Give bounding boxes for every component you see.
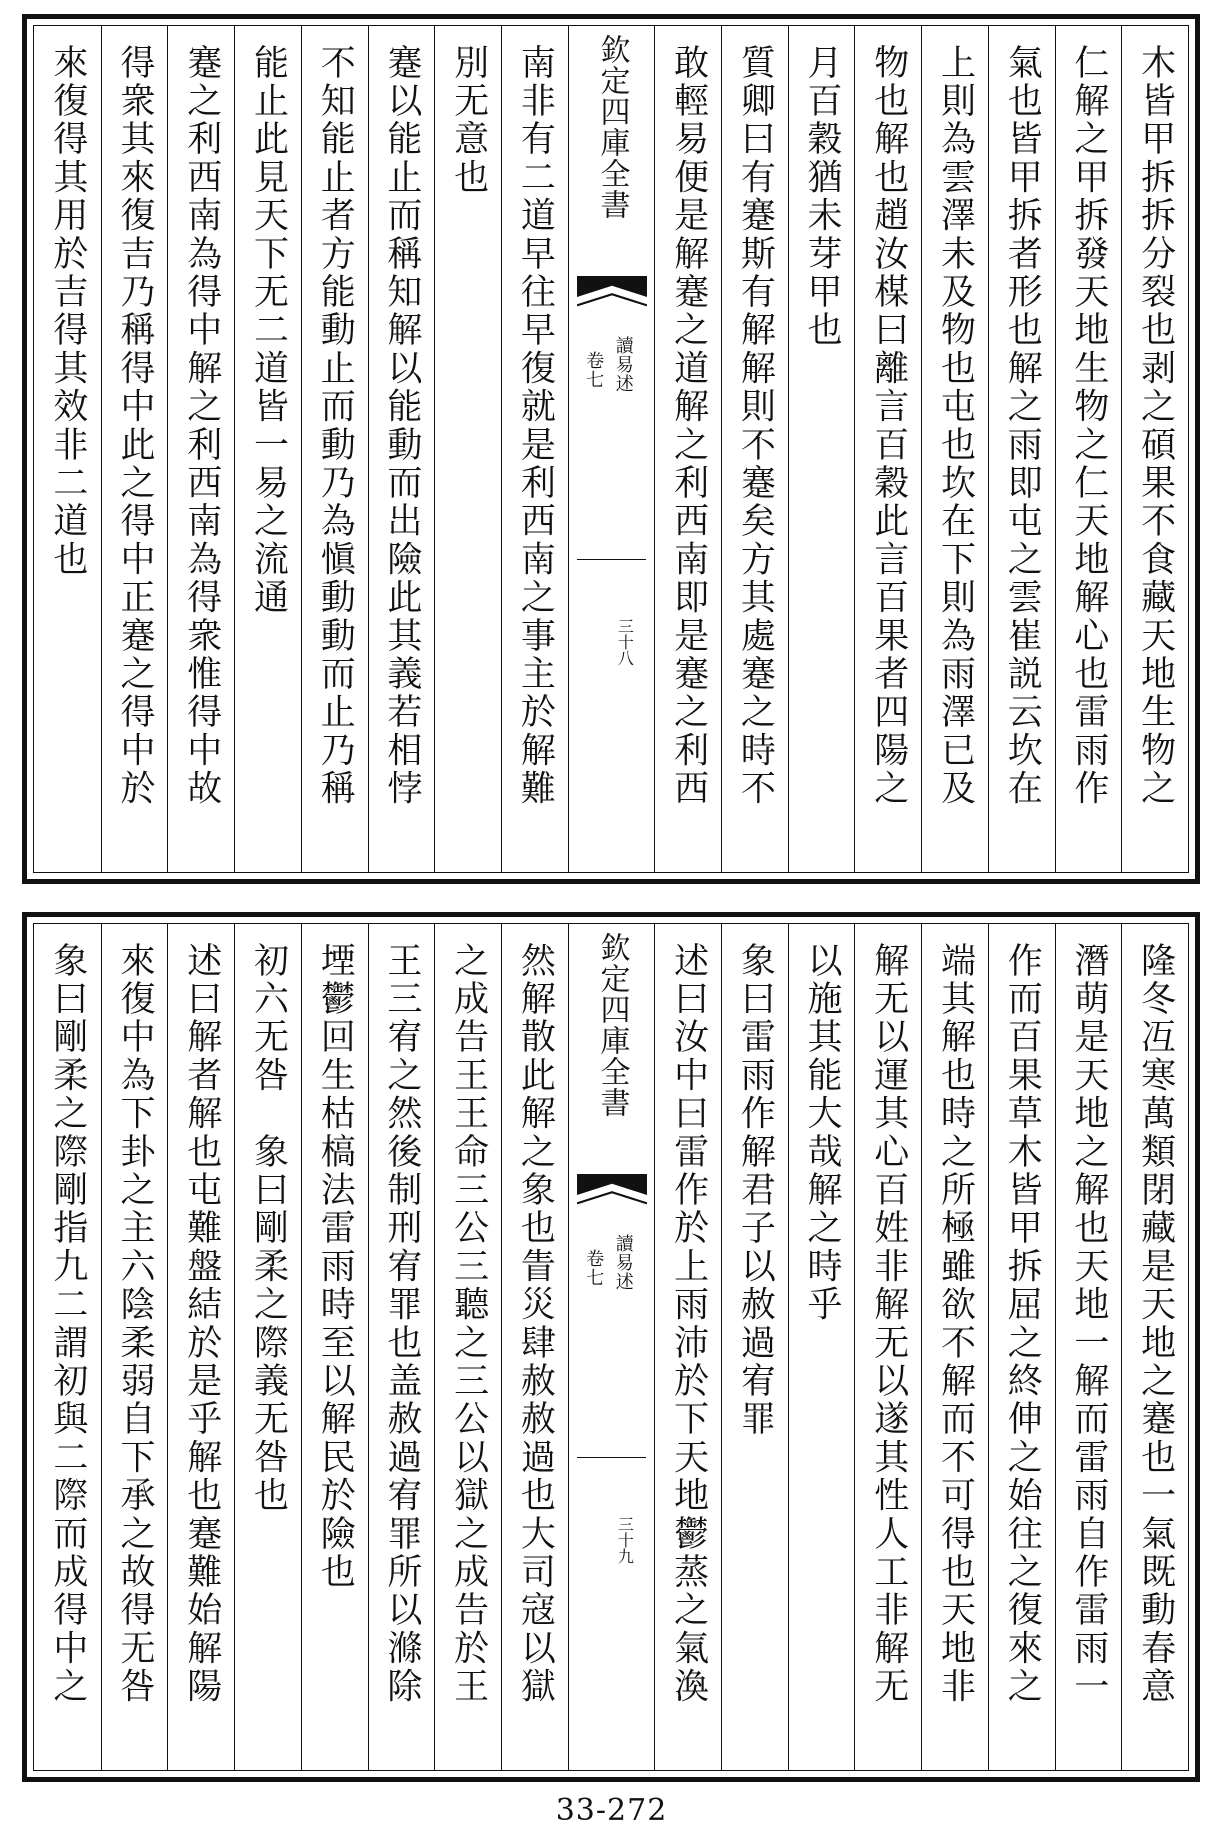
text-line: 月百穀猶未芽甲也 — [802, 44, 843, 350]
center-column — [568, 924, 655, 1770]
text-column — [234, 26, 301, 872]
text-line: 象曰剛柔之際剛指九二謂初與二際而成得中之 — [47, 942, 88, 1706]
text-column — [1055, 924, 1122, 1770]
text-line: 來復得其用於吉得其效非二道也 — [47, 44, 88, 579]
text-column — [854, 924, 921, 1770]
text-column — [788, 26, 855, 872]
text-line: 解无以運其心百姓非解无以遂其性人工非解无 — [868, 942, 909, 1706]
text-line: 端其解也時之所極雖欲不解而不可得也天地非 — [935, 942, 976, 1706]
text-line: 能止此見天下无二道皆一易之流通 — [248, 44, 289, 617]
text-line: 不知能止者方能動止而動乃為愼動動而止乃稱 — [315, 44, 356, 808]
text-column — [167, 924, 234, 1770]
divider — [577, 559, 645, 560]
text-column — [368, 924, 435, 1770]
text-line: 得衆其來復吉乃稱得中此之得中正蹇之得中於 — [115, 44, 156, 808]
text-column — [988, 924, 1055, 1770]
text-column — [1055, 26, 1122, 872]
text-line: 上則為雲澤未及物也屯也坎在下則為雨澤已及 — [935, 44, 976, 808]
folio-number: 三十八 — [615, 618, 635, 667]
text-column — [988, 26, 1055, 872]
text-line: 然解散此解之象也眚災肆赦赦過也大司寇以獄 — [515, 942, 556, 1706]
header-title: 欽定四庫全書 — [594, 34, 630, 220]
text-line: 潛萌是天地之解也天地一解而雷雨自作雷雨一 — [1068, 942, 1109, 1706]
text-line: 仁解之甲拆發天地生物之仁天地解心也雷雨作 — [1068, 44, 1109, 808]
text-line: 初六无咎 象曰剛柔之際義无咎也 — [248, 942, 289, 1515]
book-title: 讀易述 — [612, 336, 634, 393]
text-column — [854, 26, 921, 872]
text-line: 王三宥之然後制刑宥罪也盖赦過宥罪所以滌除 — [381, 942, 422, 1706]
text-column — [921, 924, 988, 1770]
fishtail-ornament-icon — [577, 276, 647, 318]
header-title: 欽定四庫全書 — [594, 932, 630, 1118]
text-column — [34, 924, 101, 1770]
text-line: 隆冬冱寒萬類閉藏是天地之蹇也一氣既動春意 — [1135, 942, 1176, 1706]
folio-number: 三十九 — [615, 1516, 635, 1565]
text-column — [721, 26, 788, 872]
text-line: 蹇之利西南為得中解之利西南為得衆惟得中故 — [181, 44, 222, 808]
text-column — [101, 924, 168, 1770]
book-title: 讀易述 — [612, 1234, 634, 1291]
text-column — [501, 26, 568, 872]
text-column — [301, 924, 368, 1770]
text-line: 南非有二道早往早復就是利西南之事主於解難 — [515, 44, 556, 808]
text-line: 敢輕易便是解蹇之道解之利西南即是蹇之利西 — [668, 44, 709, 808]
text-line: 物也解也趙汝楳曰離言百穀此言百果者四陽之 — [868, 44, 909, 808]
text-column — [501, 924, 568, 1770]
text-line: 堙鬱回生枯槁法雷雨時至以解民於險也 — [315, 942, 356, 1592]
text-line: 述曰汝中曰雷作於上雨沛於下天地鬱蒸之氣渙 — [668, 942, 709, 1706]
volume-label: 卷七 — [583, 351, 605, 389]
text-column — [788, 924, 855, 1770]
text-line: 之成告王王命三公三聽之三公以獄之成告於王 — [448, 942, 489, 1706]
text-column — [301, 26, 368, 872]
volume-label: 卷七 — [583, 1249, 605, 1287]
center-column — [568, 26, 655, 872]
text-column — [1121, 924, 1188, 1770]
text-column — [654, 924, 721, 1770]
text-line: 作而百果草木皆甲拆屈之終伸之始往之復來之 — [1002, 942, 1043, 1706]
text-column — [1121, 26, 1188, 872]
text-column — [101, 26, 168, 872]
text-column — [721, 924, 788, 1770]
fishtail-ornament-icon — [577, 1174, 647, 1216]
text-column — [434, 26, 501, 872]
divider — [577, 1457, 645, 1458]
text-column — [234, 924, 301, 1770]
text-line: 質卿曰有蹇斯有解解則不蹇矣方其處蹇之時不 — [735, 44, 776, 808]
text-column — [654, 26, 721, 872]
text-line: 象曰雷雨作解君子以赦過宥罪 — [735, 942, 776, 1439]
text-line: 蹇以能止而稱知解以能動而出險此其義若相悖 — [381, 44, 422, 808]
text-line: 述曰解者解也屯難盤結於是乎解也蹇難始解陽 — [181, 942, 222, 1706]
text-line: 別无意也 — [448, 44, 489, 197]
page-panel-bottom — [22, 912, 1200, 1782]
text-line: 氣也皆甲拆者形也解之雨即屯之雲崔説云坎在 — [1002, 44, 1043, 808]
text-column — [167, 26, 234, 872]
text-line: 以施其能大哉解之時乎 — [802, 942, 843, 1324]
page-frame — [33, 25, 1189, 873]
text-line: 木皆甲拆拆分裂也剥之碩果不食藏天地生物之 — [1135, 44, 1176, 808]
text-column — [368, 26, 435, 872]
page-number: 33-272 — [555, 1793, 668, 1828]
text-column — [434, 924, 501, 1770]
text-column — [34, 26, 101, 872]
text-line: 來復中為下卦之主六陰柔弱自下承之故得无咎 — [115, 942, 156, 1706]
page-panel-top — [22, 14, 1200, 884]
text-column — [921, 26, 988, 872]
page-frame — [33, 923, 1189, 1771]
